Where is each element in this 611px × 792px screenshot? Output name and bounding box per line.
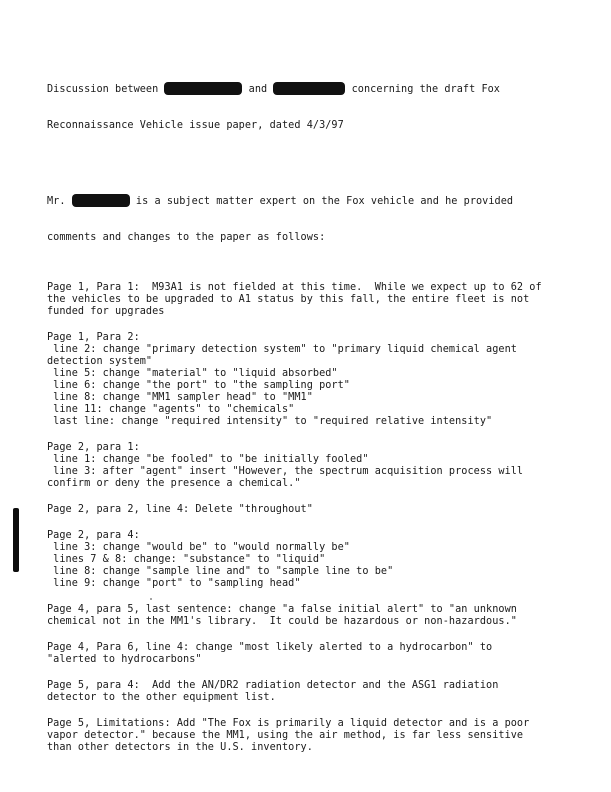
comment-line: Page 2, para 4: — [47, 530, 140, 541]
comment-line: than other detectors in the U.S. inventory. — [47, 742, 313, 753]
comment-section — [47, 282, 587, 318]
comment-line: vapor detector." because the MM1, using the air method, is far less sensitive — [47, 730, 524, 741]
comment-section — [47, 604, 587, 628]
comment-section — [47, 680, 587, 704]
comment-line: lines 7 & 8: change: "substance" to "liquid" — [47, 554, 326, 565]
expert-paragraph — [47, 170, 587, 268]
comment-line: line 8: change "sample line and" to "sample line to be" — [47, 566, 394, 577]
comment-line: "alerted to hydrocarbons" — [47, 654, 202, 665]
comment-line: line 5: change "material" to "liquid absorbed" — [47, 368, 338, 379]
comment-line: line 9: change "port" to "sampling head" — [47, 578, 301, 589]
expert-text: is a subject matter expert on the Fox vehicle and he provided — [129, 196, 514, 207]
header-text-a: Discussion between — [47, 84, 165, 95]
redaction-block — [164, 82, 242, 95]
header-line-1 — [47, 82, 587, 96]
header-text-b: and — [242, 84, 274, 95]
discussion-header — [47, 58, 587, 156]
comment-section — [47, 332, 587, 428]
header-text-c: concerning the draft Fox — [345, 84, 500, 95]
memo-page — [47, 58, 587, 768]
comment-line: the vehicles to be upgraded to A1 status by this fall, the entire fleet is not — [47, 294, 530, 305]
comment-line: line 6: change "the port" to "the sampling port" — [47, 380, 350, 391]
redaction-block — [273, 82, 345, 95]
expert-line-2: comments and changes to the paper as follows: — [47, 232, 326, 243]
comment-line: Page 1, Para 2: — [47, 332, 140, 343]
expert-line-1 — [47, 194, 587, 208]
comment-section — [47, 642, 587, 666]
comment-line: Page 2, para 2, line 4: Delete "throughout" — [47, 504, 313, 515]
comment-line: line 3: change "would be" to "would normally be" — [47, 542, 350, 553]
comment-section — [47, 530, 587, 590]
comment-line: last line: change "required intensity" to "required relative intensity" — [47, 416, 493, 427]
comment-line: Page 4, Para 6, line 4: change "most likely alerted to a hydrocarbon" to — [47, 642, 493, 653]
comment-line: line 3: after "agent" insert "However, the spectrum acquisition process will — [47, 466, 524, 477]
margin-bar-mark — [13, 508, 19, 572]
header-line-2: Reconnaissance Vehicle issue paper, dated 4/3/97 — [47, 120, 344, 131]
comment-line: confirm or deny the presence a chemical." — [47, 478, 301, 489]
comment-line: chemical not in the MM1's library. It could be hazardous or non-hazardous." — [47, 616, 517, 627]
comment-section — [47, 718, 587, 754]
expert-prefix: Mr. — [47, 196, 72, 207]
comment-line: Page 5, para 4: Add the AN/DR2 radiation detector and the ASG1 radiation — [47, 680, 499, 691]
comment-section — [47, 504, 587, 516]
redaction-block — [72, 194, 130, 207]
comment-line: line 8: change "MM1 sampler head" to "MM1" — [47, 392, 313, 403]
comment-line: Page 1, Para 1: M93A1 is not fielded at this time. While we expect up to 62 of — [47, 282, 542, 293]
comment-line: line 1: change "be fooled" to "be initially fooled" — [47, 454, 369, 465]
comment-line: Page 2, para 1: — [47, 442, 140, 453]
comment-line: line 11: change "agents" to "chemicals" — [47, 404, 295, 415]
comment-line: Page 5, Limitations: Add "The Fox is primarily a liquid detector and is a poor — [47, 718, 530, 729]
comment-line: Page 4, para 5, last sentence: change "a false initial alert" to "an unknown — [47, 604, 517, 615]
comment-line: detector to the other equipment list. — [47, 692, 276, 703]
comment-section — [47, 442, 587, 490]
comment-sections — [47, 282, 587, 754]
comment-line: line 2: change "primary detection system" to "primary liquid chemical agent — [47, 344, 517, 355]
comment-line: detection system" — [47, 356, 153, 367]
comment-line: funded for upgrades — [47, 306, 165, 317]
